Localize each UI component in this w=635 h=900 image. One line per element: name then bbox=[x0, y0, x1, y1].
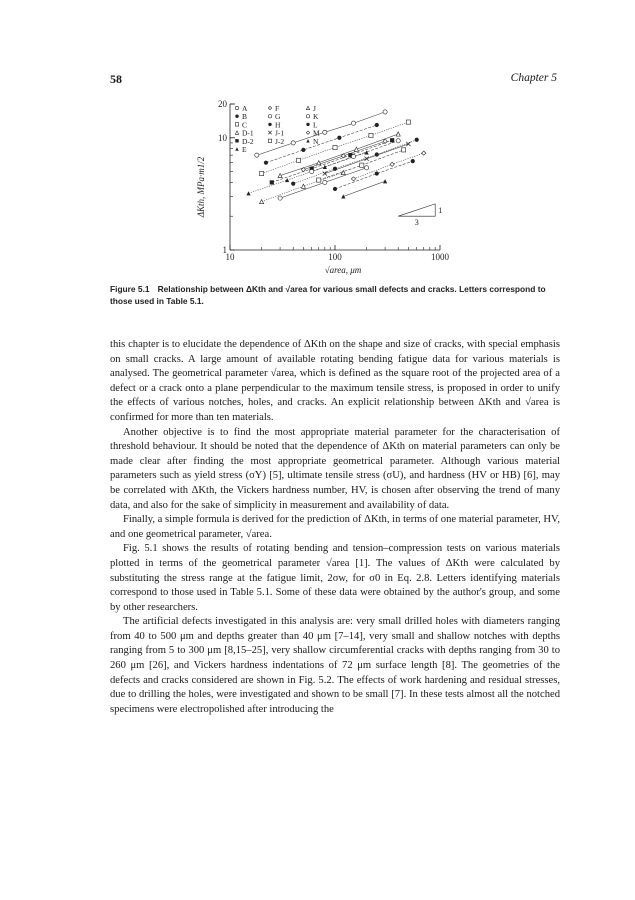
legend-label-n: N bbox=[313, 136, 319, 146]
caption-text: Relationship between ΔKth and √area for various small defects and cracks. Letters correspond to those used in Table 5.1. bbox=[110, 284, 546, 306]
data-point-a bbox=[291, 141, 295, 145]
data-point-l bbox=[333, 187, 337, 191]
legend-label-f: F bbox=[275, 104, 280, 113]
data-point-h bbox=[333, 167, 337, 171]
paragraph: Another objective is to find the most appropriate material parameter for the characterisation of threshold behaviour. It should be noted that the dependence of ΔKth on material parameters can only be made clear after finding the most appropriate geometrical parameter. Although various material parameters such as yield stress (σY) [5], ultimate tensile stress (σU), and hardness (HV or HB) [6], may be correlated with ΔKth, the Vickers hardness number, HV, is chosen after observing the trend of many data, and also for the sake of simplicity in measurement and availability of data. bbox=[110, 426, 560, 511]
data-point-j bbox=[301, 184, 305, 188]
data-point-d-1 bbox=[354, 147, 358, 151]
data-point-c bbox=[333, 145, 337, 149]
legend-marker-c bbox=[235, 123, 238, 126]
data-point-l bbox=[411, 159, 415, 163]
chart-svg bbox=[190, 98, 460, 283]
legend-label-j-2: J-2 bbox=[275, 136, 285, 146]
data-point-j bbox=[260, 199, 264, 203]
legend-label-g: G bbox=[275, 112, 281, 122]
caption-label: Figure 5.1 bbox=[110, 284, 150, 294]
data-point-d-1 bbox=[396, 132, 400, 136]
data-point-d-1 bbox=[278, 174, 282, 178]
legend-label-m: M bbox=[313, 128, 320, 138]
x-tick-label: 10 bbox=[225, 252, 235, 262]
data-point-f bbox=[383, 139, 387, 143]
y-tick-label: 20 bbox=[218, 99, 227, 109]
legend-label-j-1: J-1 bbox=[275, 128, 285, 138]
legend-marker-g bbox=[268, 115, 271, 118]
data-point-k bbox=[278, 196, 282, 200]
series-line-e bbox=[249, 153, 367, 194]
data-point-a bbox=[323, 130, 327, 134]
slope-rise-label: 1 bbox=[438, 206, 443, 216]
legend-marker-n bbox=[306, 139, 309, 142]
legend-label-k: K bbox=[313, 112, 319, 122]
y-axis-label: ΔKth, MPa·m1/2 bbox=[196, 156, 206, 218]
body-text bbox=[110, 338, 560, 717]
legend-label-l: L bbox=[313, 120, 318, 130]
legend-label-j: J bbox=[313, 104, 316, 113]
data-point-b bbox=[301, 148, 305, 152]
legend-marker-d-2 bbox=[235, 139, 238, 142]
data-point-b bbox=[375, 123, 379, 127]
data-point-l bbox=[375, 171, 379, 175]
figure-5-1 bbox=[190, 98, 460, 283]
data-point-c bbox=[406, 120, 410, 124]
legend-marker-l bbox=[306, 123, 309, 126]
data-point-a bbox=[255, 153, 259, 157]
series-line-h bbox=[293, 140, 417, 184]
legend-marker-a bbox=[235, 106, 238, 109]
legend-marker-b bbox=[235, 115, 238, 118]
data-point-g bbox=[351, 154, 355, 158]
data-point-c bbox=[296, 158, 300, 162]
data-point-j-1 bbox=[365, 157, 369, 161]
data-point-m bbox=[351, 177, 355, 181]
data-point-g bbox=[310, 169, 314, 173]
data-point-k bbox=[323, 180, 327, 184]
data-point-n bbox=[383, 179, 387, 183]
legend-marker-j bbox=[306, 106, 309, 109]
legend-marker-f bbox=[268, 106, 271, 109]
legend-marker-h bbox=[268, 123, 271, 126]
data-point-m bbox=[422, 151, 426, 155]
data-point-e bbox=[246, 191, 250, 195]
legend-marker-d-1 bbox=[235, 131, 238, 134]
slope-triangle bbox=[398, 204, 435, 216]
paragraph: The artificial defects investigated in this analysis are: very small drilled holes with diameters ranging from 40 to 500 μm and depths greater than 40 μm [7–14], very small and shallow notches with depths ranging from 5 to 300 μm [8,15–25], very shallow circumferential cracks with depths ranging from 30 to 260 μm [26], and Vickers hardness indentations of 72 μm surface length [8]. The geometries of the defects and cracks considered are shown in Fig. 5.2. The effects of work hardening and residual stresses, due to drilling the holes, were investigated and shown to be small [7]. In these tests almost all the notched specimens were electropolished after introducing the bbox=[110, 616, 560, 715]
x-tick-label: 100 bbox=[328, 252, 342, 262]
running-head: Chapter 5 bbox=[510, 72, 557, 84]
data-point-j-2 bbox=[360, 163, 364, 167]
data-point-d-2 bbox=[390, 138, 394, 142]
data-point-c bbox=[260, 171, 264, 175]
data-point-h bbox=[415, 138, 419, 142]
data-point-h bbox=[291, 182, 295, 186]
legend-label-b: B bbox=[242, 112, 248, 122]
legend-marker-e bbox=[235, 147, 238, 150]
data-point-j-1 bbox=[406, 142, 410, 146]
data-point-a bbox=[383, 110, 387, 114]
series-line-d-2 bbox=[272, 140, 392, 182]
data-point-c bbox=[369, 133, 373, 137]
data-point-d-2 bbox=[270, 180, 274, 184]
legend-label-d-2: D-2 bbox=[242, 136, 254, 146]
page-number: 58 bbox=[110, 72, 122, 86]
y-tick-label: 1 bbox=[222, 245, 227, 255]
legend-label-e: E bbox=[242, 145, 247, 154]
data-point-j-2 bbox=[317, 178, 321, 182]
legend-label-c: C bbox=[242, 120, 248, 130]
figure-caption bbox=[110, 283, 558, 307]
data-point-b bbox=[264, 161, 268, 165]
data-point-n bbox=[341, 194, 345, 198]
legend-marker-m bbox=[306, 131, 309, 134]
data-point-m bbox=[390, 162, 394, 166]
data-point-d-1 bbox=[317, 161, 321, 165]
paragraph: this chapter is to elucidate the dependence of ΔKth on the shape and size of cracks, with special emphasis on small cracks. A large amount of available rotating bending fatigue data for various materials is analysed. The geometrical parameter √area, which is defined as the square root of the projected area of a defect or a crack onto a plane perpendicular to the maximum tensile stress, is proposed in order to unify the effects of various notches, holes, and cracks. An explicit relationship between ΔKth and √area is confirmed for more than ten materials. bbox=[110, 339, 560, 423]
slope-run-label: 3 bbox=[414, 218, 419, 228]
data-point-g bbox=[396, 139, 400, 143]
legend-marker-k bbox=[306, 115, 309, 118]
data-point-e bbox=[285, 178, 289, 182]
legend-label-d-1: D-1 bbox=[242, 128, 254, 138]
paragraph: Fig. 5.1 shows the results of rotating bending and tension–compression tests on various materials plotted in terms of the geometrical parameter √area [1]. The values of ΔKth were calculated by substituting the stress range at the fatigue limit, 2σw, for σ0 in Eq. 2.8. Letters identifying materials correspond to those used in Table 5.1. Some of these data were obtained by the author's group, and some by other researchers. bbox=[110, 543, 560, 613]
data-point-h bbox=[375, 152, 379, 156]
legend-marker-j-2 bbox=[268, 139, 271, 142]
legend-label-h: H bbox=[275, 120, 281, 130]
paragraph: Finally, a simple formula is derived for the prediction of ΔKth, in terms of one material parameter, HV, and one geometrical parameter, √area. bbox=[110, 514, 560, 540]
x-tick-label: 1000 bbox=[431, 252, 449, 262]
data-point-k bbox=[365, 166, 369, 170]
legend-marker-j-1 bbox=[268, 131, 271, 134]
series-line-d-1 bbox=[280, 134, 398, 176]
y-tick-label: 10 bbox=[218, 132, 227, 143]
legend-label-a: A bbox=[242, 104, 248, 113]
data-point-a bbox=[351, 121, 355, 125]
data-point-e bbox=[323, 165, 327, 169]
data-point-j-2 bbox=[401, 148, 405, 152]
data-point-b bbox=[337, 136, 341, 140]
x-axis-label: √area, μm bbox=[324, 265, 362, 275]
